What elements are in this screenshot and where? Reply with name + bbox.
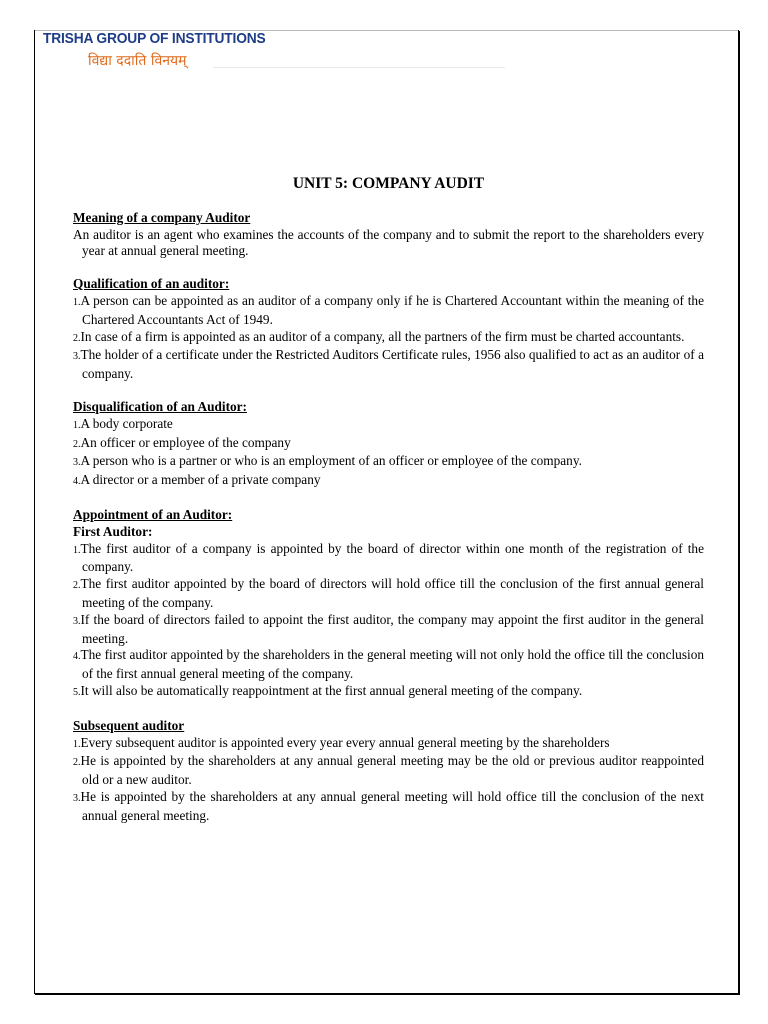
disqualification-list — [73, 416, 704, 491]
meaning-text: An auditor is an agent who examines the accounts of the company and to submit the report to the shareholders every year at annual general meeting. — [73, 226, 704, 259]
list-item: 3.He is appointed by the shareholders at any annual general meeting will hold office till the conclusion of the next annual general meeting. — [73, 788, 704, 823]
qualification-list — [73, 293, 704, 383]
list-item: 2.An officer or employee of the company — [73, 434, 291, 450]
list-item: 3.The holder of a certificate under the Restricted Auditors Certificate rules, 1956 also qualified to act as an auditor of a company. — [73, 347, 704, 382]
section-heading-disqualification: Disqualification of an Auditor: — [73, 398, 247, 414]
list-item: 2.He is appointed by the shareholders at any annual general meeting may be the old or previous auditor reappointed old or a new auditor. — [73, 753, 704, 788]
list-item: 4.The first auditor appointed by the shareholders in the general meeting will not only hold the office till the conclusion of the first annual general meeting of the company. — [73, 647, 704, 682]
subheading-first-auditor: First Auditor: — [73, 523, 153, 539]
list-item: 4.A director or a member of a private company — [73, 472, 321, 488]
list-item: 2.In case of a firm is appointed as an auditor of a company, all the partners of the firm must be charted accountants. — [73, 328, 685, 344]
list-item: 1.A person can be appointed as an auditor of a company only if he is Chartered Accountant within the meaning of the Chartered Accountants Act of 1949. — [73, 292, 704, 327]
subsequent-auditor-list — [73, 735, 704, 825]
institution-motto: विद्या ददाति विनयम् — [88, 53, 187, 69]
section-heading-appointment: Appointment of an Auditor: — [73, 506, 233, 522]
document-body — [73, 176, 704, 825]
meaning-paragraph — [73, 227, 704, 261]
list-item: 3.A person who is a partner or who is an employment of an officer or employee of the company. — [73, 453, 582, 469]
list-item: 1.Every subsequent auditor is appointed every year every annual general meeting by the shareholders — [73, 734, 610, 750]
section-heading-subsequent: Subsequent auditor — [73, 717, 185, 733]
institution-name: TRISHA GROUP OF INSTITUTIONS — [43, 30, 266, 47]
list-item: 3.If the board of directors failed to appoint the first auditor, the company may appoint the first auditor in the general meeting. — [73, 611, 704, 646]
first-auditor-list — [73, 541, 704, 702]
list-item: 2.The first auditor appointed by the board of directors will hold office till the conclusion of the first annual general meeting of the company. — [73, 576, 704, 610]
document-title: UNIT 5: COMPANY AUDIT — [292, 175, 485, 192]
section-heading-qualification: Qualification of an auditor: — [73, 276, 230, 292]
header-underline — [213, 67, 505, 68]
list-item: 1.The first auditor of a company is appointed by the board of director within one month of the registration of the company. — [73, 540, 704, 575]
list-item: 5.It will also be automatically reappointment at the first annual general meeting of the company. — [73, 682, 583, 698]
list-item: 1.A body corporate — [73, 415, 173, 431]
section-heading-meaning: Meaning of a company Auditor — [73, 209, 251, 225]
